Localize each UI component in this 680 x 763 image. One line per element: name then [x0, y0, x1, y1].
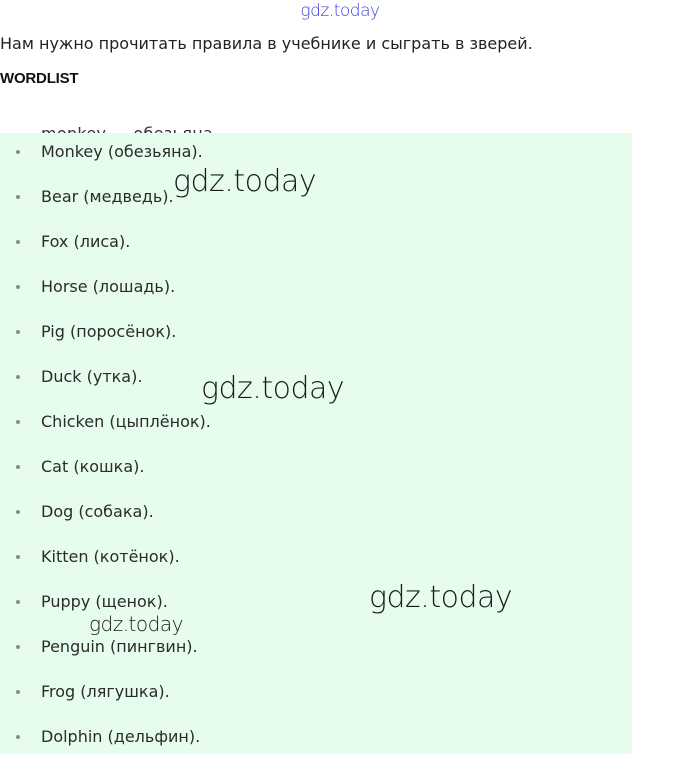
word-text: Dolphin (дельфин).	[41, 727, 201, 746]
bullet-icon	[16, 375, 20, 379]
word-text: Pig (поросёнок).	[41, 322, 177, 341]
word-text: Fox (лиса).	[41, 232, 131, 251]
word-text: Duck (утка).	[41, 367, 143, 386]
bullet-icon	[16, 600, 20, 604]
list-item	[0, 673, 632, 718]
bullet-icon	[16, 645, 20, 649]
word-list	[0, 133, 632, 763]
bullet-icon	[16, 735, 20, 739]
word-text: Dog (собака).	[41, 502, 154, 521]
wordlist-heading: WORDLIST	[0, 70, 79, 87]
list-item	[0, 448, 632, 493]
bullet-icon	[16, 465, 20, 469]
bullet-icon	[16, 150, 20, 154]
bullet-icon	[16, 510, 20, 514]
list-item	[0, 268, 632, 313]
bullet-icon	[16, 195, 20, 199]
word-text: Horse (лошадь).	[41, 277, 176, 296]
intro-text: Нам нужно прочитать правила в учебнике и сыграть в зверей.	[0, 34, 533, 53]
bullet-icon	[16, 555, 20, 559]
word-text: Penguin (пингвин).	[41, 637, 198, 656]
bullet-icon	[16, 690, 20, 694]
top-watermark: gdz.today	[300, 1, 380, 21]
list-item	[0, 538, 632, 583]
word-text: Frog (лягушка).	[41, 682, 170, 701]
list-item	[0, 493, 632, 538]
word-text: Cat (кошка).	[41, 457, 145, 476]
list-item	[0, 313, 632, 358]
word-text: Monkey (обезьяна).	[41, 142, 203, 161]
word-text: Kitten (котёнок).	[41, 547, 180, 566]
watermark-1: gdz.today	[173, 164, 317, 199]
watermark-2: gdz.today	[201, 371, 345, 406]
word-text: Puppy (щенок).	[41, 592, 168, 611]
list-item	[0, 718, 632, 763]
word-text: Bear (медведь).	[41, 187, 174, 206]
list-item	[0, 223, 632, 268]
bullet-icon	[16, 285, 20, 289]
bullet-icon	[16, 240, 20, 244]
watermark-4: gdz.today	[89, 612, 183, 636]
list-item	[0, 403, 632, 448]
bullet-icon	[16, 330, 20, 334]
bullet-icon	[16, 420, 20, 424]
watermark-3: gdz.today	[369, 580, 513, 615]
word-text: Chicken (цыплёнок).	[41, 412, 211, 431]
